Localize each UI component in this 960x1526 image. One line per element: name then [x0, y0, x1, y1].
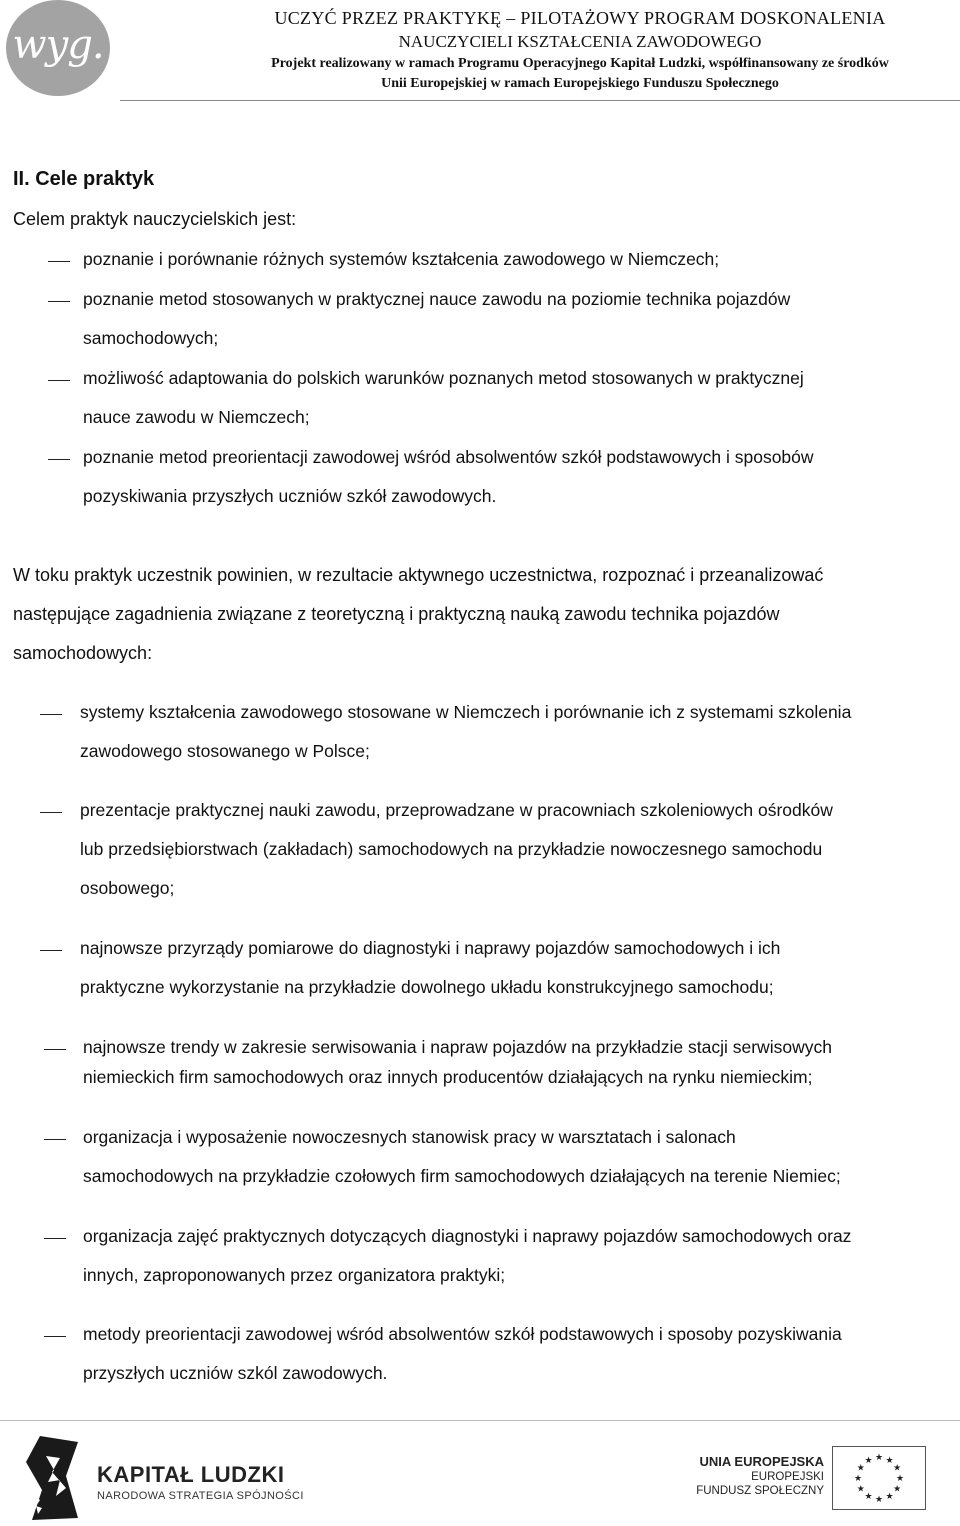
topic-line: przyszłych uczniów szkól zawodowych.	[83, 1363, 388, 1383]
eu-star-icon: ★	[885, 1491, 894, 1502]
footer-divider	[0, 1420, 960, 1421]
topic-line: prezentacje praktycznej nauki zawodu, przeprowadzane w pracowniach szkoleniowych ośrodków	[80, 800, 833, 820]
eu-star-icon: ★	[874, 1494, 884, 1504]
topic-line: systemy kształcenia zawodowego stosowane w Niemczech i porównanie ich z systemami szkolenia	[80, 702, 852, 722]
topic-line: organizacja zajęć praktycznych dotyczących diagnostyki i naprawy pojazdów samochodowych oraz	[83, 1226, 852, 1246]
eu-line-2: EUROPEJSKI	[751, 1471, 824, 1483]
goal-line: poznanie metod preorientacji zawodowej wśród absolwentów szkół podstawowych i sposobów	[83, 447, 814, 467]
goal-line: poznanie metod stosowanych w praktycznej nauce zawodu na poziomie technika pojazdów	[83, 289, 791, 309]
intro-text: Celem praktyk nauczycielskich jest:	[13, 209, 297, 229]
kapital-ludzki-logo-icon	[26, 1436, 78, 1520]
eu-star-icon: ★	[853, 1473, 863, 1483]
topic-line: niemieckich firm samochodowych oraz innych producentów działających na rynku niemieckim;	[83, 1067, 813, 1087]
eu-star-icon: ★	[895, 1473, 905, 1483]
eu-star-icon: ★	[874, 1452, 884, 1462]
dash-bullet-icon	[48, 459, 70, 460]
goal-line: pozyskiwania przyszłych uczniów szkół zawodowych.	[83, 486, 497, 506]
dash-bullet-icon	[44, 1238, 66, 1239]
dash-bullet-icon	[44, 1049, 66, 1050]
dash-bullet-icon	[40, 812, 62, 813]
goal-line: poznanie i porównanie różnych systemów kształcenia zawodowego w Niemczech;	[83, 249, 720, 269]
goal-line: samochodowych;	[83, 328, 219, 348]
eu-flag-icon	[832, 1446, 926, 1510]
header-line-2: NAUCZYCIELI KSZTAŁCENIA ZAWODOWEGO	[398, 32, 762, 51]
header-line-1: UCZYĆ PRZEZ PRAKTYKĘ – PILOTAŻOWY PROGRAM DOSKONALENIA	[274, 8, 886, 28]
topic-line: praktyczne wykorzystanie na przykładzie dowolnego układu konstrukcyjnego samochodu;	[80, 977, 774, 997]
section-title: II. Cele praktyk	[13, 168, 155, 190]
eu-text	[690, 1454, 824, 1498]
goal-line: możliwość adaptowania do polskich warunków poznanych metod stosowanych w praktycznej	[83, 368, 804, 388]
topic-line: lub przedsiębiorstwach (zakładach) samochodowych na przykładzie nowoczesnego samochodu	[80, 839, 823, 859]
paragraph-line: samochodowych:	[13, 643, 153, 663]
kapital-ludzki-subtitle: NARODOWA STRATEGIA SPÓJNOŚCI	[97, 1490, 304, 1502]
topic-line: organizacja i wyposażenie nowoczesnych stanowisk pracy w warsztatach i salonach	[83, 1127, 736, 1147]
dash-bullet-icon	[48, 380, 70, 381]
eu-line-1: UNIA EUROPEJSKA	[699, 1454, 824, 1469]
topic-line: zawodowego stosowanego w Polsce;	[80, 741, 370, 761]
dash-bullet-icon	[44, 1139, 66, 1140]
dash-bullet-icon	[48, 261, 70, 262]
topic-line: najnowsze trendy w zakresie serwisowania i napraw pojazdów na przykładzie stacji serwisowych	[83, 1037, 832, 1057]
kapital-ludzki-title: KAPITAŁ LUDZKI	[97, 1462, 285, 1487]
header-line-3: Projekt realizowany w ramach Programu Operacyjnego Kapitał Ludzki, współfinansowany ze środków	[271, 56, 889, 71]
header-text	[200, 6, 960, 94]
eu-star-icon: ★	[893, 1462, 902, 1473]
header-line-4: Unii Europejskiej w ramach Europejskiego Funduszu Społecznego	[381, 76, 779, 91]
topic-line: najnowsze przyrządy pomiarowe do diagnostyki i naprawy pojazdów samochodowych i ich	[80, 938, 781, 958]
header-divider	[120, 100, 960, 101]
paragraph-line: następujące zagadnienia związane z teoretyczną i praktyczną nauką zawodu technika pojazdów	[13, 604, 780, 624]
topic-line: innych, zaproponowanych przez organizatora praktyki;	[83, 1265, 506, 1285]
topic-line: metody preorientacji zawodowej wśród absolwentów szkół podstawowych i sposoby pozyskiwania	[83, 1324, 842, 1344]
eu-star-icon: ★	[885, 1454, 894, 1465]
eu-line-3: FUNDUSZ SPOŁECZNY	[696, 1485, 824, 1497]
eu-star-icon: ★	[864, 1491, 873, 1502]
wyg-logo: wyg.	[6, 0, 110, 96]
dash-bullet-icon	[48, 301, 70, 302]
page-header	[0, 0, 960, 100]
topic-line: osobowego;	[80, 878, 175, 898]
goal-line: nauce zawodu w Niemczech;	[83, 407, 310, 427]
dash-bullet-icon	[40, 950, 62, 951]
paragraph-line: W toku praktyk uczestnik powinien, w rezultacie aktywnego uczestnictwa, rozpoznać i przeanalizować	[13, 565, 824, 585]
eu-star-icon: ★	[893, 1483, 902, 1494]
eu-star-icon: ★	[864, 1454, 873, 1465]
dash-bullet-icon	[44, 1336, 66, 1337]
eu-star-icon: ★	[856, 1483, 865, 1494]
dash-bullet-icon	[40, 714, 62, 715]
eu-star-icon: ★	[856, 1462, 865, 1473]
topic-line: samochodowych na przykładzie czołowych firm samochodowych działających na terenie Niemiec;	[83, 1166, 841, 1186]
